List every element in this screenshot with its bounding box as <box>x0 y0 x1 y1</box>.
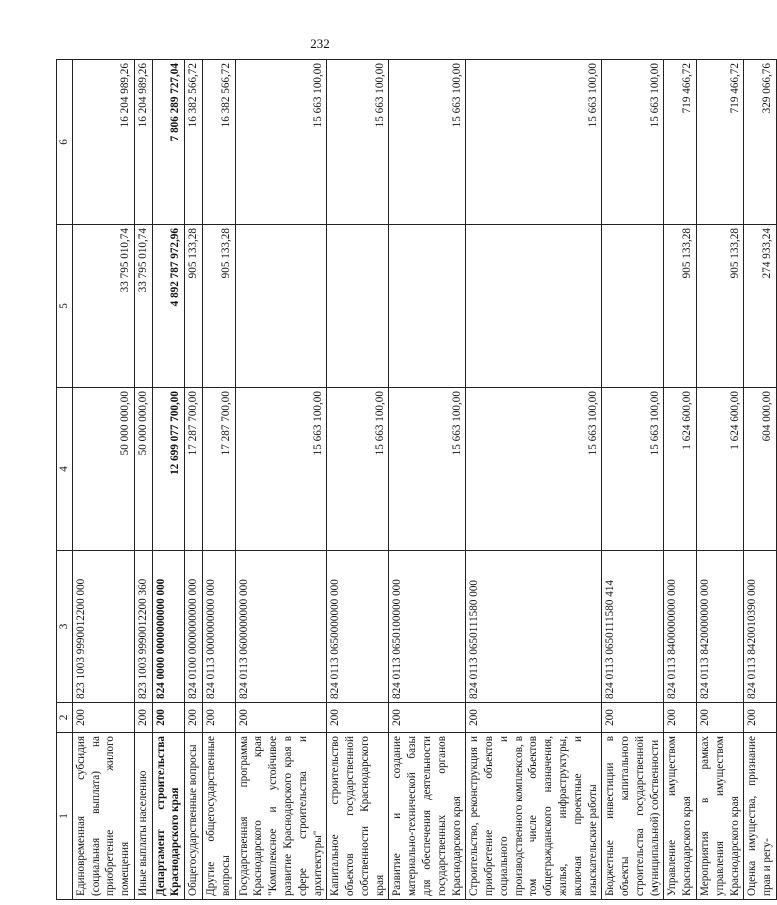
row-col4: 50 000 000,00 <box>72 388 134 551</box>
table-row <box>134 60 152 900</box>
row-col4: 12 699 077 700,00 <box>152 388 185 551</box>
row-kbk: 824 0113 0600000000 000 <box>235 551 327 703</box>
row-col6: 16 382 566,72 <box>185 60 203 225</box>
row-col5 <box>466 225 602 388</box>
row-col4: 15 663 100,00 <box>466 388 602 551</box>
table-row <box>327 60 389 900</box>
row-col5: 33 795 010,74 <box>72 225 134 388</box>
table-row <box>744 60 777 900</box>
row-kbk: 824 0113 0650111580 000 <box>466 551 602 703</box>
row-kbk: 824 0113 0000000000 000 <box>203 551 236 703</box>
row-kbk: 824 0113 8420000000 000 <box>697 551 744 703</box>
row-code: 200 <box>664 703 697 733</box>
row-kbk: 824 0113 8400000000 000 <box>664 551 697 703</box>
row-col6: 15 663 100,00 <box>602 60 664 225</box>
row-name: Другие общегосударственные вопросы <box>203 733 236 900</box>
table-row <box>697 60 744 900</box>
table-row <box>235 60 327 900</box>
row-col6: 16 204 989,26 <box>134 60 152 225</box>
row-kbk: 824 0100 0000000000 000 <box>185 551 203 703</box>
header-col-2: 2 <box>57 703 73 733</box>
row-col5: 4 892 787 972,96 <box>152 225 185 388</box>
row-col4: 15 663 100,00 <box>235 388 327 551</box>
row-col4: 15 663 100,00 <box>602 388 664 551</box>
row-col5 <box>389 225 466 388</box>
row-code: 200 <box>744 703 777 733</box>
row-col6: 15 663 100,00 <box>327 60 389 225</box>
row-col6: 7 806 289 727,04 <box>152 60 185 225</box>
table-row <box>466 60 602 900</box>
row-name: Единовременная субсидия (социальная выплата) на приобретение жилого помещения <box>72 733 134 900</box>
page-number: 232 <box>310 36 330 51</box>
row-name: Общегосударственные вопросы <box>185 733 203 900</box>
row-name: Оценка имущества, признание прав и регу- <box>744 733 777 900</box>
row-name: Иные выплаты населению <box>134 733 152 900</box>
row-col6: 329 066,76 <box>744 60 777 225</box>
row-col4: 15 663 100,00 <box>389 388 466 551</box>
table-row <box>203 60 236 900</box>
row-kbk: 824 0000 0000000000 000 <box>152 551 185 703</box>
row-name: Бюджетные инвестиции в объекты капитального строительства государственной (муниципальной) собственности <box>602 733 664 900</box>
row-col4: 604 000,00 <box>744 388 777 551</box>
row-col5 <box>327 225 389 388</box>
row-code: 200 <box>327 703 389 733</box>
row-code: 200 <box>389 703 466 733</box>
header-col-6: 6 <box>57 60 73 225</box>
row-col5 <box>235 225 327 388</box>
row-col6: 15 663 100,00 <box>466 60 602 225</box>
row-kbk: 823 1003 9990012200 360 <box>134 551 152 703</box>
row-col4: 1 624 600,00 <box>697 388 744 551</box>
row-col4: 17 287 700,00 <box>185 388 203 551</box>
row-col6: 719 466,72 <box>697 60 744 225</box>
header-col-1: 1 <box>57 733 73 900</box>
table-body <box>72 60 776 900</box>
row-code: 200 <box>185 703 203 733</box>
row-col4: 1 624 600,00 <box>664 388 697 551</box>
row-kbk: 824 0113 0650111580 414 <box>602 551 664 703</box>
table-row <box>664 60 697 900</box>
row-col5: 33 795 010,74 <box>134 225 152 388</box>
row-col5: 905 133,28 <box>697 225 744 388</box>
table-row <box>389 60 466 900</box>
header-row <box>57 60 73 900</box>
table-row <box>185 60 203 900</box>
row-kbk: 824 0113 0650000000 000 <box>327 551 389 703</box>
row-col4: 50 000 000,00 <box>134 388 152 551</box>
row-col5: 905 133,28 <box>203 225 236 388</box>
row-kbk: 824 0113 0650100000 000 <box>389 551 466 703</box>
row-name: Департамент строительства Краснодарского края <box>152 733 185 900</box>
rotated-table-container <box>56 60 774 900</box>
row-col4: 17 287 700,00 <box>203 388 236 551</box>
row-col6: 719 466,72 <box>664 60 697 225</box>
row-name: Капитальное строительство объектов государственной собственности Краснодарского края <box>327 733 389 900</box>
table-row <box>602 60 664 900</box>
row-col6: 16 204 989,26 <box>72 60 134 225</box>
budget-table <box>56 59 777 900</box>
row-code: 200 <box>72 703 134 733</box>
row-code: 200 <box>235 703 327 733</box>
row-code: 200 <box>203 703 236 733</box>
row-kbk: 823 1003 9990012200 000 <box>72 551 134 703</box>
row-name: Государственная программа Краснодарского края "Комплексное и устойчивое развитие Краснодарского края в сфере строительства и архитектуры" <box>235 733 327 900</box>
row-name: Развитие и создание материально-технической базы для обеспечения деятельности государственных органов Краснодарского края <box>389 733 466 900</box>
row-name: Строительство, реконструкция и приобретение объектов социального и производственного комплексов, в том числе объектов общегражданского назначения, жилья, инфраструктуры, включая проектные и изыскательские работы <box>466 733 602 900</box>
row-code: 200 <box>466 703 602 733</box>
row-col4: 15 663 100,00 <box>327 388 389 551</box>
row-col5: 905 133,28 <box>664 225 697 388</box>
header-col-4: 4 <box>57 388 73 551</box>
row-col5 <box>602 225 664 388</box>
row-col5: 905 133,28 <box>185 225 203 388</box>
table-row <box>72 60 134 900</box>
header-col-3: 3 <box>57 551 73 703</box>
row-code: 200 <box>134 703 152 733</box>
header-col-5: 5 <box>57 225 73 388</box>
row-code: 200 <box>602 703 664 733</box>
row-col6: 15 663 100,00 <box>235 60 327 225</box>
table-row <box>152 60 185 900</box>
row-col6: 16 382 566,72 <box>203 60 236 225</box>
row-col5: 274 933,24 <box>744 225 777 388</box>
row-code: 200 <box>152 703 185 733</box>
row-name: Мероприятия в рамках управления имуществом Краснодарского края <box>697 733 744 900</box>
row-kbk: 824 0113 8420010390 000 <box>744 551 777 703</box>
row-name: Управление имуществом Краснодарского края <box>664 733 697 900</box>
row-code: 200 <box>697 703 744 733</box>
row-col6: 15 663 100,00 <box>389 60 466 225</box>
